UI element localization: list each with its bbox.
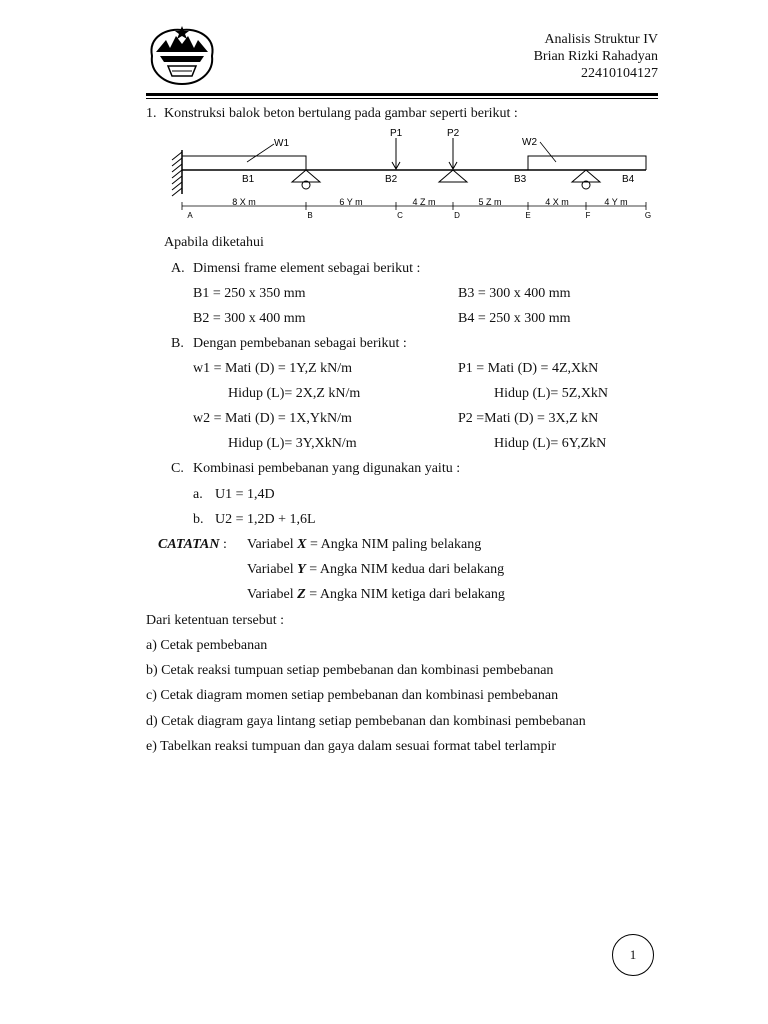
- combo-u1: U1 = 1,4D: [215, 487, 275, 502]
- task-item: a) Cetak pembebanan: [146, 638, 268, 653]
- question-number: 1.: [146, 106, 157, 121]
- dim-cd: 4 Z m: [412, 197, 436, 207]
- p2-live-load: Hidup (L)= 6Y,ZkN: [494, 436, 607, 451]
- note-label-text: CATATAN: [158, 537, 220, 552]
- w1-leader: [247, 144, 274, 162]
- p1-label: P1: [390, 128, 403, 139]
- dim-de: 5 Z m: [478, 197, 502, 207]
- w1-dead-load: w1 = Mati (D) = 1Y,Z kN/m: [193, 361, 353, 376]
- point-e: E: [525, 211, 531, 220]
- task-item: c) Cetak diagram momen setiap pembebanan dan kombinasi pembebanan: [146, 688, 559, 703]
- beam-b3-label: B3: [514, 174, 527, 185]
- dimension-b3: B3 = 300 x 400 mm: [458, 286, 571, 301]
- note-line-y: Variabel Y = Angka NIM kedua dari belakang: [247, 562, 505, 577]
- point-a: A: [187, 211, 193, 220]
- task-item: e) Tabelkan reaksi tumpuan dan gaya dalam sesuai format tabel terlampir: [146, 739, 557, 754]
- section-a-title: Dimensi frame element sebagai berikut :: [193, 261, 421, 276]
- p2-dead-load: P2 =Mati (D) = 3X,Z kN: [458, 411, 599, 426]
- w2-load-block: [528, 156, 646, 170]
- support-b: [292, 170, 320, 189]
- fixed-support-hatch: [172, 152, 182, 196]
- combo-u2: U2 = 1,2D + 1,6L: [215, 512, 316, 527]
- student-id: 22410104127: [581, 66, 658, 81]
- page-number: 1: [612, 934, 654, 976]
- point-d: D: [454, 211, 460, 220]
- university-logo: [146, 22, 218, 88]
- header-rule-thick: [146, 93, 658, 96]
- tasks-intro: Dari ketentuan tersebut :: [146, 613, 285, 628]
- var-z: Z: [297, 587, 306, 602]
- w1-live-load: Hidup (L)= 2X,Z kN/m: [228, 386, 361, 401]
- question-text: Konstruksi balok beton bertulang pada gambar seperti berikut :: [164, 106, 518, 121]
- author-name: Brian Rizki Rahadyan: [533, 49, 658, 64]
- var-y: Y: [297, 562, 306, 577]
- beam-b4-label: B4: [622, 174, 635, 185]
- point-b: B: [307, 211, 313, 220]
- dim-ef: 4 X m: [545, 197, 569, 207]
- note-line-z: Variabel Z = Angka NIM ketiga dari belakang: [247, 587, 505, 602]
- point-g: G: [644, 211, 652, 220]
- support-d: [439, 170, 467, 182]
- dimension-b4: B4 = 250 x 300 mm: [458, 311, 571, 326]
- combo-b-marker: b.: [193, 512, 204, 527]
- header-info: [534, 31, 658, 82]
- dim-bc: 6 Y m: [339, 197, 363, 207]
- p1-load-arrow: [392, 138, 400, 169]
- dimension-b2: B2 = 300 x 400 mm: [193, 311, 306, 326]
- beam-diagram: [162, 126, 656, 222]
- header-rule-thin: [146, 98, 658, 99]
- p1-dead-load: P1 = Mati (D) = 4Z,XkN: [458, 361, 599, 376]
- beam-b1-label: B1: [242, 174, 255, 185]
- point-c: C: [397, 211, 403, 220]
- section-b-title: Dengan pembebanan sebagai berikut :: [193, 336, 407, 351]
- note-label-colon: :: [219, 537, 227, 552]
- w1-label: W1: [274, 138, 289, 149]
- dim-fg: 4 Y m: [604, 197, 628, 207]
- beam-b2-label: B2: [385, 174, 398, 185]
- section-c-title: Kombinasi pembebanan yang digunakan yaitu :: [193, 461, 461, 476]
- task-item: b) Cetak reaksi tumpuan setiap pembebanan dan kombinasi pembebanan: [146, 663, 554, 678]
- point-f: F: [585, 211, 591, 220]
- w2-live-load: Hidup (L)= 3Y,XkN/m: [228, 436, 357, 451]
- note-line-x: Variabel X = Angka NIM paling belakang: [247, 537, 482, 552]
- p2-label: P2: [447, 128, 460, 139]
- w2-label: W2: [522, 137, 537, 148]
- dim-ab: 8 X m: [232, 197, 256, 207]
- section-b-marker: B.: [171, 336, 184, 351]
- var-x: X: [297, 537, 307, 552]
- w2-dead-load: w2 = Mati (D) = 1X,YkN/m: [193, 411, 352, 426]
- given-intro: Apabila diketahui: [164, 235, 264, 250]
- dimension-b1: B1 = 250 x 350 mm: [193, 286, 306, 301]
- task-item: d) Cetak diagram gaya lintang setiap pembebanan dan kombinasi pembebanan: [146, 714, 586, 729]
- w2-leader: [540, 142, 556, 162]
- note-label: [158, 536, 227, 553]
- w1-load-block: [182, 156, 306, 170]
- section-c-marker: C.: [171, 461, 184, 476]
- support-f: [572, 170, 600, 189]
- combo-a-marker: a.: [193, 487, 203, 502]
- p2-load-arrow: [449, 138, 457, 169]
- course-name: Analisis Struktur IV: [544, 32, 658, 47]
- section-a-marker: A.: [171, 261, 185, 276]
- p1-live-load: Hidup (L)= 5Z,XkN: [494, 386, 609, 401]
